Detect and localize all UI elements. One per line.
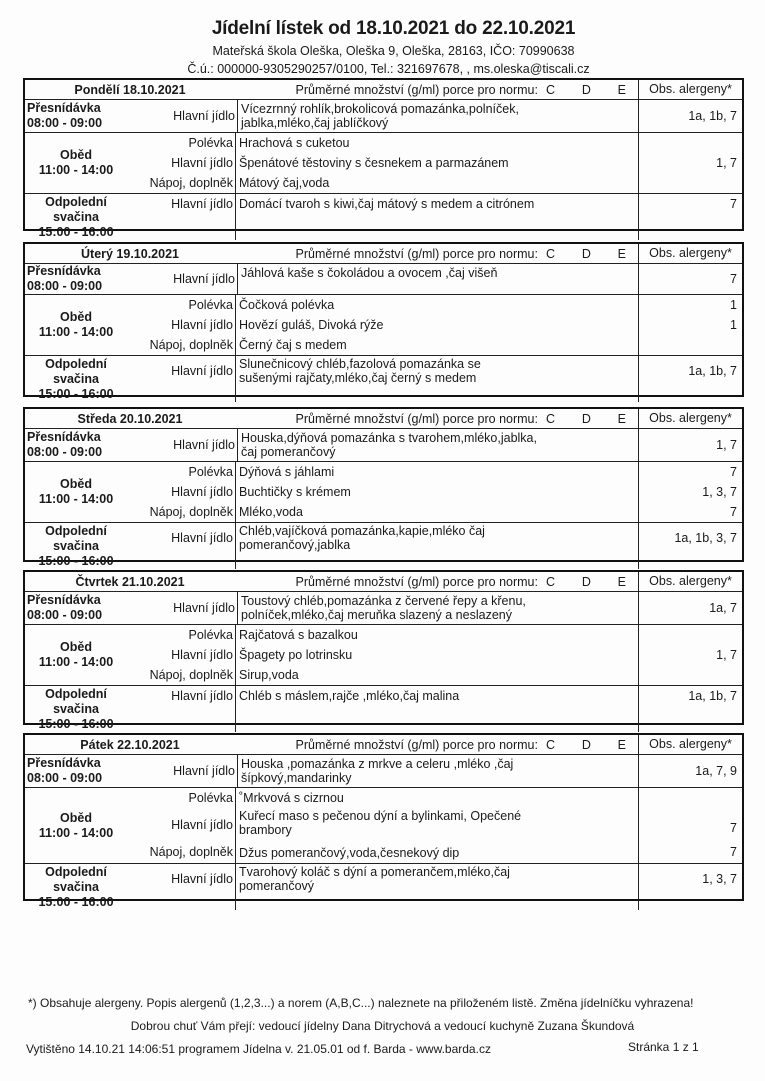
meal-type-soup: Polévka (188, 465, 233, 479)
snack-label: Odpolední svačina 15:00 - 16:00 (38, 357, 114, 401)
day-date: Pondělí 18.10.2021 (74, 82, 186, 97)
meal-type-drink: Nápoj, doplněk (149, 668, 233, 682)
lunch-row (25, 624, 742, 685)
snack-row (25, 685, 742, 732)
norm-d: D (581, 82, 591, 97)
norm-c: C (546, 246, 556, 261)
day-header (25, 244, 742, 263)
snack-allergens: 1a, 1b, 7 (638, 686, 742, 732)
norm-c: C (546, 737, 556, 752)
meal-type-main: Hlavní jídlo (171, 818, 233, 832)
norm-d: D (581, 246, 591, 261)
page-number: Stránka 1 z 1 (628, 1040, 699, 1054)
day-block (23, 242, 744, 401)
meal-type-drink: Nápoj, doplněk (149, 176, 233, 190)
lunch-main-dish: Buchtičky s krémem (239, 485, 351, 499)
meal-type-drink: Nápoj, doplněk (149, 505, 233, 519)
snack-label: Odpolední svačina 15:00 - 16:00 (38, 524, 114, 568)
norm-e: E (617, 246, 626, 261)
meal-type-main: Hlavní jídlo (171, 485, 233, 499)
meal-type-main: Hlavní jídlo (173, 272, 235, 286)
lunch-dishes (235, 625, 638, 685)
lunch-label: Oběd 11:00 - 14:00 (38, 310, 114, 339)
day-header (25, 80, 742, 99)
snack-label: Odpolední svačina 15:00 - 16:00 (38, 687, 114, 731)
meal-type-main: Hlavní jídlo (171, 364, 233, 378)
lunch-soup: ˚Mrkvová s cizrnou (239, 791, 344, 805)
snack-allergens: 7 (638, 194, 742, 240)
dish-line: pomerančový (239, 879, 315, 893)
lunch-main-dish: Špagety po lotrinsku (239, 648, 353, 662)
norm-columns (546, 738, 638, 752)
lunch-allergens: 7 1, 3, 7 7 (638, 462, 742, 522)
dish-line: brambory (239, 823, 292, 837)
day-block (23, 78, 744, 239)
avg-portion-label: Průměrné množství (g/ml) porce pro normu: (295, 82, 538, 97)
lunch-soup: Čočková polévka (239, 298, 335, 312)
allergen-note: *) Obsahuje alergeny. Popis alergenů (1,2,3...) a norem (A,B,C...) naleznete na přiloženém listě. Změna jídelníčku vyhrazena! (28, 996, 694, 1010)
lunch-types (127, 625, 235, 685)
dish-line: Kuřecí maso s pečenou dýní a bylinkami, Opečené (239, 809, 522, 823)
dish-line: Houska ,pomazánka z mrkve a celeru ,mléko ,čaj (241, 757, 514, 771)
lunch-label: Oběd 11:00 - 14:00 (38, 640, 114, 669)
breakfast-label: Přesnídávka 08:00 - 09:00 (27, 264, 103, 293)
snack-dish (235, 194, 638, 240)
day-block (23, 733, 744, 909)
meal-type-main: Hlavní jídlo (171, 648, 233, 662)
lunch-types (127, 133, 235, 193)
norm-d: D (581, 737, 591, 752)
lunch-row (25, 294, 742, 355)
lunch-types (127, 462, 235, 522)
lunch-allergens: 1, 7 (638, 133, 742, 193)
snack-dish (235, 523, 638, 569)
dish-line: Domácí tvaroh s kiwi,čaj mátový s medem a citrónem (239, 197, 535, 211)
breakfast-label: Přesnídávka 08:00 - 09:00 (27, 101, 103, 130)
lunch-types (127, 788, 235, 863)
printed-info: Vytištěno 14.10.21 14:06:51 programem Jídelna v. 21.05.01 od f. Barda - www.barda.cz (26, 1042, 491, 1056)
lunch-dishes (235, 462, 638, 522)
meal-type-main: Hlavní jídlo (171, 689, 233, 703)
breakfast-dish (237, 429, 638, 461)
meal-type-main: Hlavní jídlo (173, 601, 235, 615)
breakfast-allergens: 1a, 7, 9 (638, 755, 742, 787)
avg-portion-label: Průměrné množství (g/ml) porce pro normu: (295, 574, 538, 589)
norm-e: E (617, 737, 626, 752)
breakfast-allergens: 1a, 1b, 7 (638, 100, 742, 132)
dish-line: jablka,mléko,čaj jablíčkový (241, 116, 389, 130)
snack-dish (235, 864, 638, 910)
lunch-allergens: 1, 7 (638, 625, 742, 685)
dish-line: čaj pomerančový (241, 445, 336, 459)
norm-c: C (546, 411, 556, 426)
lunch-drink: Džus pomerančový,voda,česnekový dip (239, 846, 460, 860)
greeting: Dobrou chuť Vám přejí: vedoucí jídelny Dana Ditrychová a vedoucí kuchyně Zuzana Škundová (130, 1019, 635, 1033)
lunch-row (25, 787, 742, 863)
breakfast-dish (237, 592, 638, 624)
lunch-label: Oběd 11:00 - 14:00 (38, 810, 114, 840)
allergens-header: Obs. alergeny* (638, 80, 742, 99)
breakfast-label: Přesnídávka 08:00 - 09:00 (27, 756, 103, 785)
breakfast-row (25, 263, 742, 294)
day-block (23, 570, 744, 731)
dish-line: Chléb,vajíčková pomazánka,kapie,mléko čaj (239, 524, 485, 538)
breakfast-dish (237, 755, 638, 787)
document-header (0, 18, 765, 76)
lunch-dishes (235, 788, 638, 863)
snack-label: Odpolední svačina 15:00 - 16:00 (38, 865, 114, 909)
meal-type-soup: Polévka (188, 628, 233, 642)
breakfast-dish (237, 100, 638, 132)
meal-type-main: Hlavní jídlo (171, 197, 233, 211)
norm-columns (546, 247, 638, 261)
dish-line: Houska,dýňová pomazánka s tvarohem,mléko,jablka, (241, 431, 537, 445)
lunch-dishes (235, 133, 638, 193)
allergens-header: Obs. alergeny* (638, 572, 742, 591)
breakfast-allergens: 1a, 7 (638, 592, 742, 624)
lunch-drink: Černý čaj s medem (239, 338, 347, 352)
snack-dish (235, 356, 638, 402)
lunch-soup: Hrachová s cuketou (239, 136, 350, 150)
allergens-header: Obs. alergeny* (638, 409, 742, 428)
breakfast-allergens: 1, 7 (638, 429, 742, 461)
day-date: Úterý 19.10.2021 (81, 246, 179, 261)
meal-type-drink: Nápoj, doplněk (149, 845, 233, 859)
day-header (25, 735, 742, 754)
dish-line: polníček,mléko,čaj meruňka slazený a neslazený (241, 608, 512, 622)
snack-row (25, 522, 742, 569)
breakfast-label: Přesnídávka 08:00 - 09:00 (27, 593, 103, 622)
meal-type-main: Hlavní jídlo (173, 109, 235, 123)
snack-row (25, 193, 742, 240)
breakfast-row (25, 428, 742, 461)
dish-line: šípkový,mandarinky (241, 771, 352, 785)
breakfast-label: Přesnídávka 08:00 - 09:00 (27, 430, 103, 459)
day-header (25, 409, 742, 428)
lunch-main-dish: Hovězí guláš, Divoká rýže (239, 318, 384, 332)
norm-columns (546, 575, 638, 589)
meal-type-soup: Polévka (188, 791, 233, 805)
day-header (25, 572, 742, 591)
day-block (23, 407, 744, 568)
lunch-drink: Mátový čaj,voda (239, 176, 330, 190)
dish-line: pomerančový,jablka (239, 538, 351, 552)
avg-portion-label: Průměrné množství (g/ml) porce pro normu: (295, 246, 538, 261)
day-date: Středa 20.10.2021 (77, 411, 183, 426)
breakfast-row (25, 754, 742, 787)
avg-portion-label: Průměrné množství (g/ml) porce pro normu: (295, 411, 538, 426)
snack-row (25, 863, 742, 910)
norm-d: D (581, 574, 591, 589)
day-date: Čtvrtek 21.10.2021 (75, 574, 185, 589)
snack-allergens: 1, 3, 7 (638, 864, 742, 910)
dish-line: Toustový chléb,pomazánka z červené řepy a křenu, (241, 594, 526, 608)
norm-d: D (581, 411, 591, 426)
lunch-soup: Dýňová s jáhlami (239, 465, 335, 479)
allergens-header: Obs. alergeny* (638, 735, 742, 754)
lunch-main-dish: Špenátové těstoviny s česnekem a parmazánem (239, 156, 509, 170)
meal-type-drink: Nápoj, doplněk (149, 338, 233, 352)
meal-type-main: Hlavní jídlo (171, 318, 233, 332)
meal-type-soup: Polévka (188, 136, 233, 150)
lunch-types (127, 295, 235, 355)
meal-type-main: Hlavní jídlo (173, 438, 235, 452)
lunch-row (25, 132, 742, 193)
snack-allergens: 1a, 1b, 7 (638, 356, 742, 402)
avg-portion-label: Průměrné množství (g/ml) porce pro normu: (295, 737, 538, 752)
dish-line: Tvarohový koláč s dýní a pomerančem,mléko,čaj (239, 865, 510, 879)
dish-line: Jáhlová kaše s čokoládou a ovocem ,čaj višeň (241, 266, 498, 280)
lunch-label: Oběd 11:00 - 14:00 (38, 148, 114, 177)
meal-type-soup: Polévka (188, 298, 233, 312)
snack-label: Odpolední svačina 15:00 - 16:00 (38, 195, 114, 239)
meal-type-main: Hlavní jídlo (173, 764, 235, 778)
day-date: Pátek 22.10.2021 (80, 737, 180, 752)
dish-line: Chléb s máslem,rajče ,mléko,čaj malina (239, 689, 460, 703)
norm-c: C (546, 574, 556, 589)
meal-type-main: Hlavní jídlo (171, 531, 233, 545)
breakfast-allergens: 7 (638, 264, 742, 294)
norm-columns (546, 412, 638, 426)
allergens-header: Obs. alergeny* (638, 244, 742, 263)
lunch-drink: Sirup,voda (239, 668, 299, 682)
meal-type-main: Hlavní jídlo (171, 156, 233, 170)
lunch-allergens: 7 7 (638, 788, 742, 863)
norm-e: E (617, 82, 626, 97)
dish-line: sušenými rajčaty,mléko,čaj černý s medem (239, 371, 477, 385)
norm-columns (546, 83, 638, 97)
lunch-dishes (235, 295, 638, 355)
breakfast-row (25, 99, 742, 132)
snack-dish (235, 686, 638, 732)
snack-row (25, 355, 742, 402)
lunch-drink: Mléko,voda (239, 505, 303, 519)
meal-type-main: Hlavní jídlo (171, 872, 233, 886)
norm-e: E (617, 411, 626, 426)
school-info: Mateřská škola Oleška, Oleška 9, Oleška, 28163, IČO: 70990638 (212, 44, 575, 58)
norm-c: C (546, 82, 556, 97)
dish-line: Vícezrnný rohlík,brokolicová pomazánka,polníček, (241, 102, 519, 116)
lunch-soup: Rajčatová s bazalkou (239, 628, 358, 642)
contact-info: Č.ú.: 000000-9305290257/0100, Tel.: 321697678, , ms.oleska@tiscali.cz (187, 62, 590, 76)
norm-e: E (617, 574, 626, 589)
lunch-allergens: 1 1 (638, 295, 742, 355)
dish-line: Slunečnicový chléb,fazolová pomazánka se (239, 357, 481, 371)
snack-allergens: 1a, 1b, 3, 7 (638, 523, 742, 569)
breakfast-row (25, 591, 742, 624)
breakfast-dish (237, 264, 638, 294)
page-title: Jídelní lístek od 18.10.2021 do 22.10.2021 (211, 18, 576, 39)
lunch-row (25, 461, 742, 522)
lunch-label: Oběd 11:00 - 14:00 (38, 477, 114, 506)
